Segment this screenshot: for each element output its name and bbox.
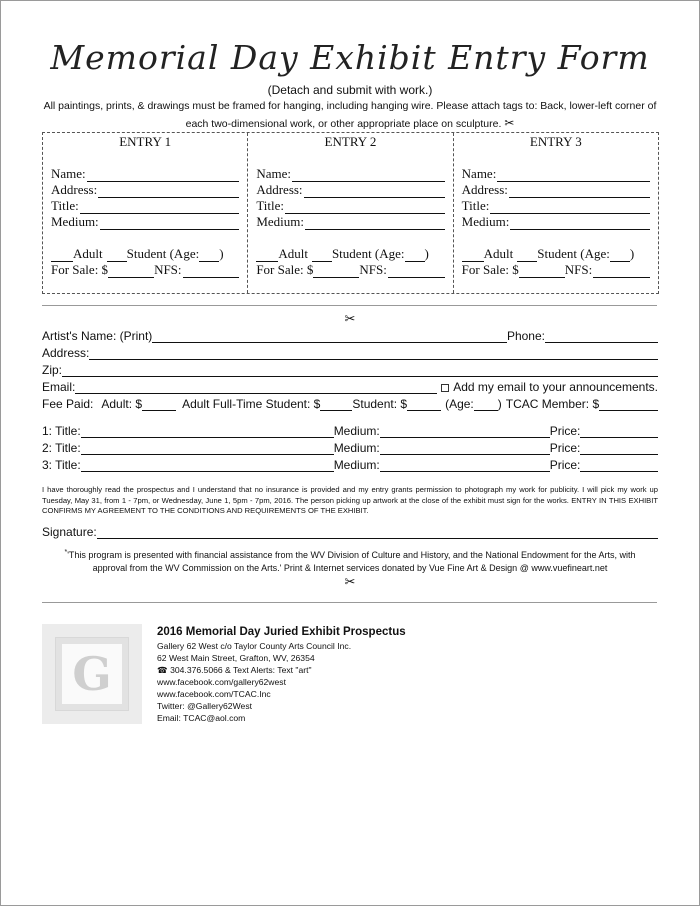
entry-title-field[interactable] <box>490 201 650 214</box>
entry-name-field[interactable] <box>87 169 240 182</box>
entry-name-label: Name: <box>461 166 497 181</box>
email-contact[interactable]: Email: TCAC@aol.com <box>157 713 246 723</box>
entry-category-row <box>462 246 650 262</box>
entry-age-field[interactable] <box>610 249 630 262</box>
prospectus-info <box>157 626 406 724</box>
gallery-address: 62 West Main Street, Grafton, WV, 26354 <box>157 653 315 663</box>
logo-letter: G <box>72 647 112 701</box>
address-label: Address: <box>42 346 90 360</box>
entry-category-row <box>256 246 444 262</box>
entry-medium-row <box>51 214 239 230</box>
entry-title-field[interactable] <box>285 201 445 214</box>
signature-field[interactable] <box>97 527 658 539</box>
entry-address-label: Address: <box>461 182 508 197</box>
entry-student-field[interactable] <box>107 249 127 262</box>
funding-note <box>42 546 658 575</box>
entry-nfs-label: NFS: <box>154 262 182 277</box>
fulltime-fee-label: Adult Full-Time Student: $ <box>182 397 321 411</box>
entry-card-3 <box>454 133 658 293</box>
work-row <box>42 441 658 455</box>
email-checkbox-label: Add my email to your announcements. <box>453 380 658 394</box>
entry-address-label: Address: <box>51 182 98 197</box>
scissors-icon: ✂ <box>344 574 356 589</box>
entry-nfs-field[interactable] <box>183 265 240 278</box>
entry-address-field[interactable] <box>98 185 239 198</box>
prospectus-title: 2016 Memorial Day Juried Exhibit Prospectus <box>157 626 406 638</box>
entry-name-row <box>51 166 239 182</box>
entry-student-label: Student (Age: <box>126 246 200 261</box>
entry-title-field[interactable] <box>80 201 240 214</box>
entry-name-label: Name: <box>256 166 291 181</box>
form-title: Memorial Day Exhibit Entry Form <box>50 38 650 77</box>
entry-medium-field[interactable] <box>510 217 650 230</box>
work-title-field[interactable] <box>81 443 334 455</box>
intro-line-1: All paintings, prints, & drawings must be framed for hanging, including hanging wire. Please attach tags to: Back, lower-left corner of <box>43 100 657 112</box>
entry-title-label: Title: <box>461 198 490 213</box>
signature-label: Signature: <box>42 525 97 539</box>
entry-close-paren: ) <box>424 246 429 261</box>
entry-title-label: Title: <box>51 198 79 213</box>
signature-row <box>42 525 658 539</box>
email-checkbox[interactable] <box>441 384 449 392</box>
gallery-org: Gallery 62 West c/o Taylor County Arts Council Inc. <box>157 641 352 651</box>
work-medium-label: Medium: <box>333 441 380 455</box>
entry-address-field[interactable] <box>509 185 650 198</box>
adult-fee-label: Adult: $ <box>101 397 143 411</box>
work-price-field[interactable] <box>580 426 658 438</box>
entry-for-sale-label: For Sale: $ <box>461 262 519 277</box>
entry-medium-row <box>462 214 650 230</box>
entry-close-paren: ) <box>219 246 224 261</box>
entry-price-field[interactable] <box>313 265 359 278</box>
address-field[interactable] <box>89 348 658 360</box>
entry-nfs-field[interactable] <box>388 265 445 278</box>
entry-close-paren: ) <box>629 246 635 261</box>
entry-card-2 <box>248 133 453 293</box>
artist-name-field[interactable] <box>152 331 507 343</box>
entry-student-field[interactable] <box>517 249 537 262</box>
entry-name-row <box>462 166 650 182</box>
entry-medium-field[interactable] <box>305 217 445 230</box>
work-medium-label: Medium: <box>333 458 380 472</box>
entry-heading: ENTRY 2 <box>324 134 377 149</box>
entry-for-sale-label: For Sale: $ <box>51 262 109 277</box>
zip-field[interactable] <box>62 365 658 377</box>
age-field[interactable] <box>474 399 498 411</box>
form-subtitle: (Detach and submit with work.) <box>267 83 433 97</box>
address-row <box>42 346 658 360</box>
entry-student-field[interactable] <box>312 249 332 262</box>
entry-adult-field[interactable] <box>256 249 278 262</box>
age-label: (Age: <box>445 397 474 411</box>
divider <box>42 602 657 603</box>
work-price-label: Price: <box>549 458 581 472</box>
intro-line-2: each two-dimensional work, or other appropriate place on sculpture. <box>185 118 502 130</box>
entry-adult-label: Adult <box>278 246 308 261</box>
entry-age-field[interactable] <box>405 249 425 262</box>
entry-adult-label: Adult <box>73 246 103 261</box>
intro-text <box>38 98 662 133</box>
work-row <box>42 424 658 438</box>
entry-title-row <box>462 198 650 214</box>
entry-nfs-field[interactable] <box>593 265 650 278</box>
entry-medium-label: Medium: <box>51 214 99 229</box>
email-label: Email: <box>42 380 76 394</box>
work-title-label: 1: Title: <box>42 424 81 438</box>
work-title-field[interactable] <box>81 460 334 472</box>
logo-tile <box>55 637 129 711</box>
artist-name-label: Artist's Name: (Print) <box>42 329 153 343</box>
entry-price-field[interactable] <box>108 265 154 278</box>
student-fee-field[interactable] <box>407 399 441 411</box>
zip-row <box>42 363 658 377</box>
entry-tags <box>42 132 659 294</box>
zip-label: Zip: <box>42 363 63 377</box>
entry-category-row <box>51 246 239 262</box>
entry-adult-field[interactable] <box>462 249 484 262</box>
gallery-phone: ☎ 304.376.5066 & Text Alerts: Text "art" <box>157 665 312 675</box>
entry-medium-row <box>256 214 444 230</box>
entry-address-row <box>256 182 444 198</box>
entry-nfs-label: NFS: <box>359 262 387 277</box>
entry-medium-field[interactable] <box>100 217 240 230</box>
entry-adult-field[interactable] <box>51 249 73 262</box>
artist-name-row <box>42 329 658 343</box>
work-medium-label: Medium: <box>333 424 380 438</box>
entry-price-row <box>51 262 239 278</box>
entry-price-row <box>256 262 444 278</box>
entry-address-row <box>51 182 239 198</box>
email-row <box>42 380 658 394</box>
work-price-label: Price: <box>549 441 581 455</box>
entry-title-row <box>256 198 444 214</box>
entry-medium-label: Medium: <box>461 214 510 229</box>
twitter-handle[interactable]: Twitter: @Gallery62West <box>157 701 253 711</box>
email-field[interactable] <box>75 382 437 394</box>
funding-line-1: 'This program is presented with financial assistance from the WV Division of Culture and History, and the National Endowment for the Arts, with <box>67 550 636 560</box>
work-price-field[interactable] <box>580 443 658 455</box>
entry-price-field[interactable] <box>519 265 565 278</box>
entry-address-row <box>462 182 650 198</box>
entry-for-sale-label: For Sale: $ <box>256 262 314 277</box>
entry-nfs-label: NFS: <box>564 262 593 277</box>
fee-row <box>42 397 658 411</box>
divider <box>42 305 657 306</box>
work-row <box>42 458 658 472</box>
work-medium-field[interactable] <box>380 460 550 472</box>
entry-student-label: Student (Age: <box>537 246 610 261</box>
phone-field[interactable] <box>545 331 658 343</box>
funding-mark: * <box>64 549 68 556</box>
entry-address-label: Address: <box>256 182 303 197</box>
entry-name-row <box>256 166 444 182</box>
facebook-link[interactable]: www.facebook.com/gallery62west <box>157 677 286 687</box>
work-title-label: 2: Title: <box>42 441 81 455</box>
entry-card-1 <box>43 133 248 293</box>
entry-name-field[interactable] <box>497 169 650 182</box>
age-close: ) <box>497 397 502 411</box>
tcac-fee-label: TCAC Member: $ <box>505 397 600 411</box>
entry-heading: ENTRY 3 <box>529 134 582 149</box>
entry-price-row <box>462 262 650 278</box>
work-price-label: Price: <box>549 424 581 438</box>
scissors-icon: ✂ <box>504 116 515 130</box>
phone-label: Phone: <box>506 329 545 343</box>
work-medium-field[interactable] <box>380 426 550 438</box>
entry-age-field[interactable] <box>199 249 219 262</box>
student-fee-label: Student: $ <box>352 397 408 411</box>
entry-name-label: Name: <box>51 166 86 181</box>
work-price-field[interactable] <box>580 460 658 472</box>
gallery-logo <box>42 624 142 724</box>
entry-medium-label: Medium: <box>256 214 304 229</box>
adult-fee-field[interactable] <box>142 399 176 411</box>
tcac-fee-field[interactable] <box>599 399 658 411</box>
facebook-link-tcac[interactable]: www.facebook.com/TCAC.Inc <box>157 689 271 699</box>
entry-title-label: Title: <box>256 198 285 213</box>
fulltime-fee-field[interactable] <box>320 399 352 411</box>
entry-name-field[interactable] <box>292 169 445 182</box>
entry-adult-label: Adult <box>483 246 514 261</box>
work-title-label: 3: Title: <box>42 458 81 472</box>
entry-title-row <box>51 198 239 214</box>
agreement-text: I have thoroughly read the prospectus and I understand that no insurance is provided and my entry grants permission to photograph my work for publicity. I will pick my work up Tuesday, May 31, from 1 - 7pm, or Wednesday, June 1, 5pm - 7pm, 2016. The person picking up artwork at the close of the exhibit must sign for the works. ENTRY IN THIS EXHIBIT CONFIRMS MY AGREEMENT TO THE CONDITIONS AND REQUIREMENTS OF THE EXHIBIT. <box>42 485 658 515</box>
scissors-icon: ✂ <box>344 311 356 326</box>
entry-address-field[interactable] <box>304 185 445 198</box>
work-medium-field[interactable] <box>380 443 550 455</box>
fee-label: Fee Paid: <box>42 397 94 411</box>
entry-student-label: Student (Age: <box>331 246 405 261</box>
work-title-field[interactable] <box>81 426 334 438</box>
funding-line-2: approval from the WV Commission on the Arts.' Print & Internet services donated by Vue Fine Art & Design @ www.vuefineart.net <box>92 563 608 573</box>
entry-heading: ENTRY 1 <box>119 134 172 149</box>
